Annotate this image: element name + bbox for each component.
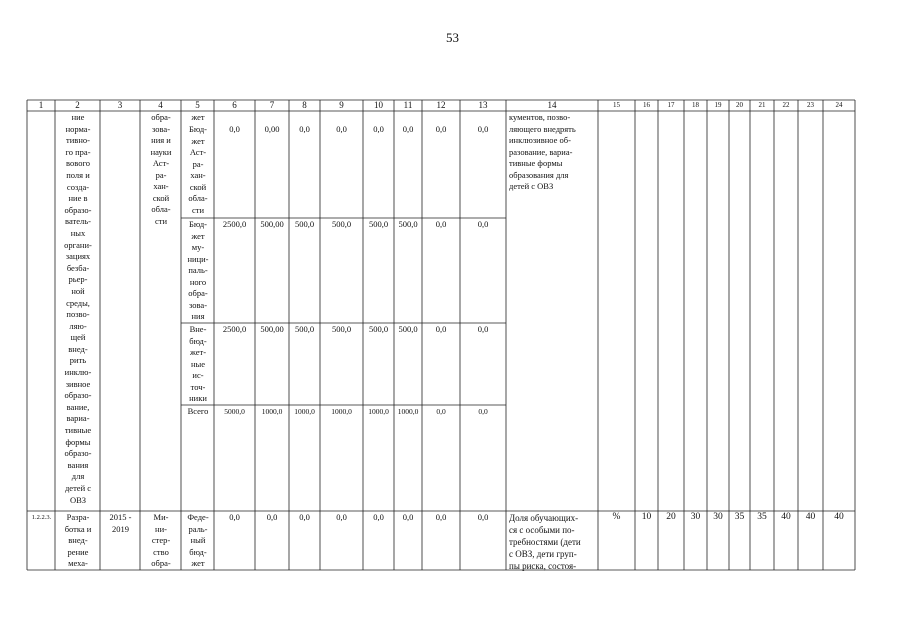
row1-sub2-val-1: 2500,0	[222, 219, 247, 229]
row1-sub2-val-6: 500,0	[398, 219, 418, 229]
row1-indicator: кументов, позво- ляющего внедрять инклюзивное об- разование, вариа- тивные формы образования для детей с ОВЗ	[509, 112, 576, 191]
row2-target-3: 30	[690, 512, 701, 522]
row1-sub3-val-7: 0,0	[435, 324, 447, 334]
header-col-4: 4	[158, 100, 163, 110]
row1-sub2-val-3: 500,0	[294, 219, 315, 229]
row1-sub1-val-4: 0,0	[336, 124, 347, 134]
row1-sub1-val-2: 0,00	[264, 124, 280, 134]
header-col-3: 3	[117, 100, 123, 110]
row1-sub2-val-5: 500,0	[368, 219, 389, 229]
row1-sub1-val-5: 0,0	[373, 124, 384, 134]
header-col-17: 17	[667, 101, 675, 109]
row1-source-3: Вне- бюд- жет- ные ис- точ- ники	[189, 324, 207, 403]
row1-sub1-val-7: 0,0	[435, 124, 447, 134]
row2-executor: Ми- ни- стер- ство обра-	[151, 512, 171, 568]
header-col-12: 12	[436, 100, 446, 110]
header-col-6: 6	[232, 100, 237, 110]
header-col-2: 2	[75, 100, 80, 110]
row2-val-2: 0,0	[266, 512, 278, 522]
header-col-21: 21	[758, 101, 766, 109]
row2-target-4: 30	[713, 512, 723, 522]
row1-sub2-val-8: 0,0	[477, 219, 489, 229]
row2-source: Феде- раль- ный бюд- жет	[187, 512, 209, 568]
row1-sub4-val-6: 1000,0	[397, 407, 419, 416]
header-col-24: 24	[835, 101, 843, 109]
row1-sub4-val-1: 5000,0	[224, 407, 245, 416]
header-col-18: 18	[692, 101, 699, 109]
row1-sub1-val-1: 0,0	[229, 124, 240, 134]
row2-measure-name: Разра- ботка и внед- рение меха-	[64, 512, 92, 568]
row2-target-5: 35	[734, 512, 745, 522]
row1-sub4-val-2: 1000,0	[261, 407, 283, 416]
row1-sub3-val-1: 2500,0	[222, 324, 247, 334]
header-col-10: 10	[374, 100, 383, 110]
row1-sub2-val-4: 500,0	[331, 219, 352, 229]
row2-period: 2015 - 2019	[109, 512, 132, 534]
row2-number: 1.2.2.3.	[31, 514, 52, 521]
row2-target-6: 35	[757, 512, 767, 522]
row2-val-3: 0,0	[299, 512, 310, 522]
row2-target-8: 40	[805, 512, 816, 522]
header-col-9: 9	[339, 100, 344, 110]
row1-measure-name: ние норма- тивно- го пра- вового поля и созда- ние в образо- ватель- ных органи- зациях безба- рьер- ной среды, позво- ляю- щей внед- рить инклю- зивное образо- вание, вариа- тивные формы образо- вания для детей с ОВЗ	[64, 112, 92, 505]
row1-sub3-val-5: 500,0	[368, 324, 389, 334]
row2-target-1: 10	[641, 512, 652, 522]
row2-val-6: 0,0	[402, 512, 414, 522]
row2-val-5: 0,0	[373, 512, 384, 522]
row2-target-2: 20	[666, 512, 676, 522]
row1-sub1-val-8: 0,0	[477, 124, 489, 134]
header-col-23: 23	[807, 101, 814, 109]
row1-sub3-val-8: 0,0	[477, 324, 489, 334]
header-col-19: 19	[714, 101, 722, 109]
row1-sub3-val-6: 500,0	[398, 324, 418, 334]
header-col-15: 15	[613, 101, 620, 109]
row1-sub3-val-4: 500,0	[331, 324, 352, 334]
row1-sub4-val-3: 1000,0	[294, 407, 315, 416]
row2-val-1: 0,0	[229, 512, 240, 522]
header-col-22: 22	[782, 101, 790, 109]
row1-sub1-val-3: 0,0	[299, 124, 310, 134]
header-col-1: 1	[38, 100, 44, 110]
row1-source-2: Бюд- жет му- ници- паль- ного обра- зова- ния	[187, 219, 209, 321]
row2-val-7: 0,0	[435, 512, 447, 522]
row1-sub4-val-5: 1000,0	[368, 407, 389, 416]
row1-source-0: жет	[191, 112, 205, 122]
row1-sub3-val-3: 500,0	[294, 324, 315, 334]
header-col-7: 7	[269, 100, 275, 110]
row1-sub2-val-2: 500,00	[260, 219, 284, 229]
header-col-16: 16	[643, 101, 650, 109]
row1-sub1-val-6: 0,0	[402, 124, 414, 134]
header-col-8: 8	[302, 100, 307, 110]
header-col-13: 13	[478, 100, 488, 110]
row2-target-7: 40	[781, 512, 791, 522]
row2-target-9: 40	[834, 512, 844, 522]
row2-val-4: 0,0	[336, 512, 347, 522]
row1-sub2-val-7: 0,0	[435, 219, 447, 229]
row1-sub4-val-8: 0,0	[478, 407, 488, 416]
header-col-14: 14	[547, 100, 557, 110]
header-col-11: 11	[403, 100, 413, 110]
row1-sub3-val-2: 500,00	[260, 324, 284, 334]
row2-val-8: 0,0	[477, 512, 489, 522]
row1-executor: обра- зова- ния и науки Аст- ра- хан- ской обла- сти	[150, 112, 172, 226]
row2-unit: %	[612, 512, 621, 522]
row2-indicator: Доля обучающих- ся с особыми по- требностями (дети с ОВЗ, дети груп- пы риска, состоя-	[509, 513, 581, 571]
row1-sub4-val-7: 0,0	[436, 407, 446, 416]
row1-sub4-val-4: 1000,0	[331, 407, 352, 416]
page-number: 53	[446, 30, 459, 45]
row1-source-1: Бюд- жет Аст- ра- хан- ской обла- сти	[188, 124, 208, 215]
row1-source-4: Всего	[187, 406, 209, 416]
header-col-20: 20	[736, 101, 743, 109]
header-col-5: 5	[195, 100, 200, 110]
